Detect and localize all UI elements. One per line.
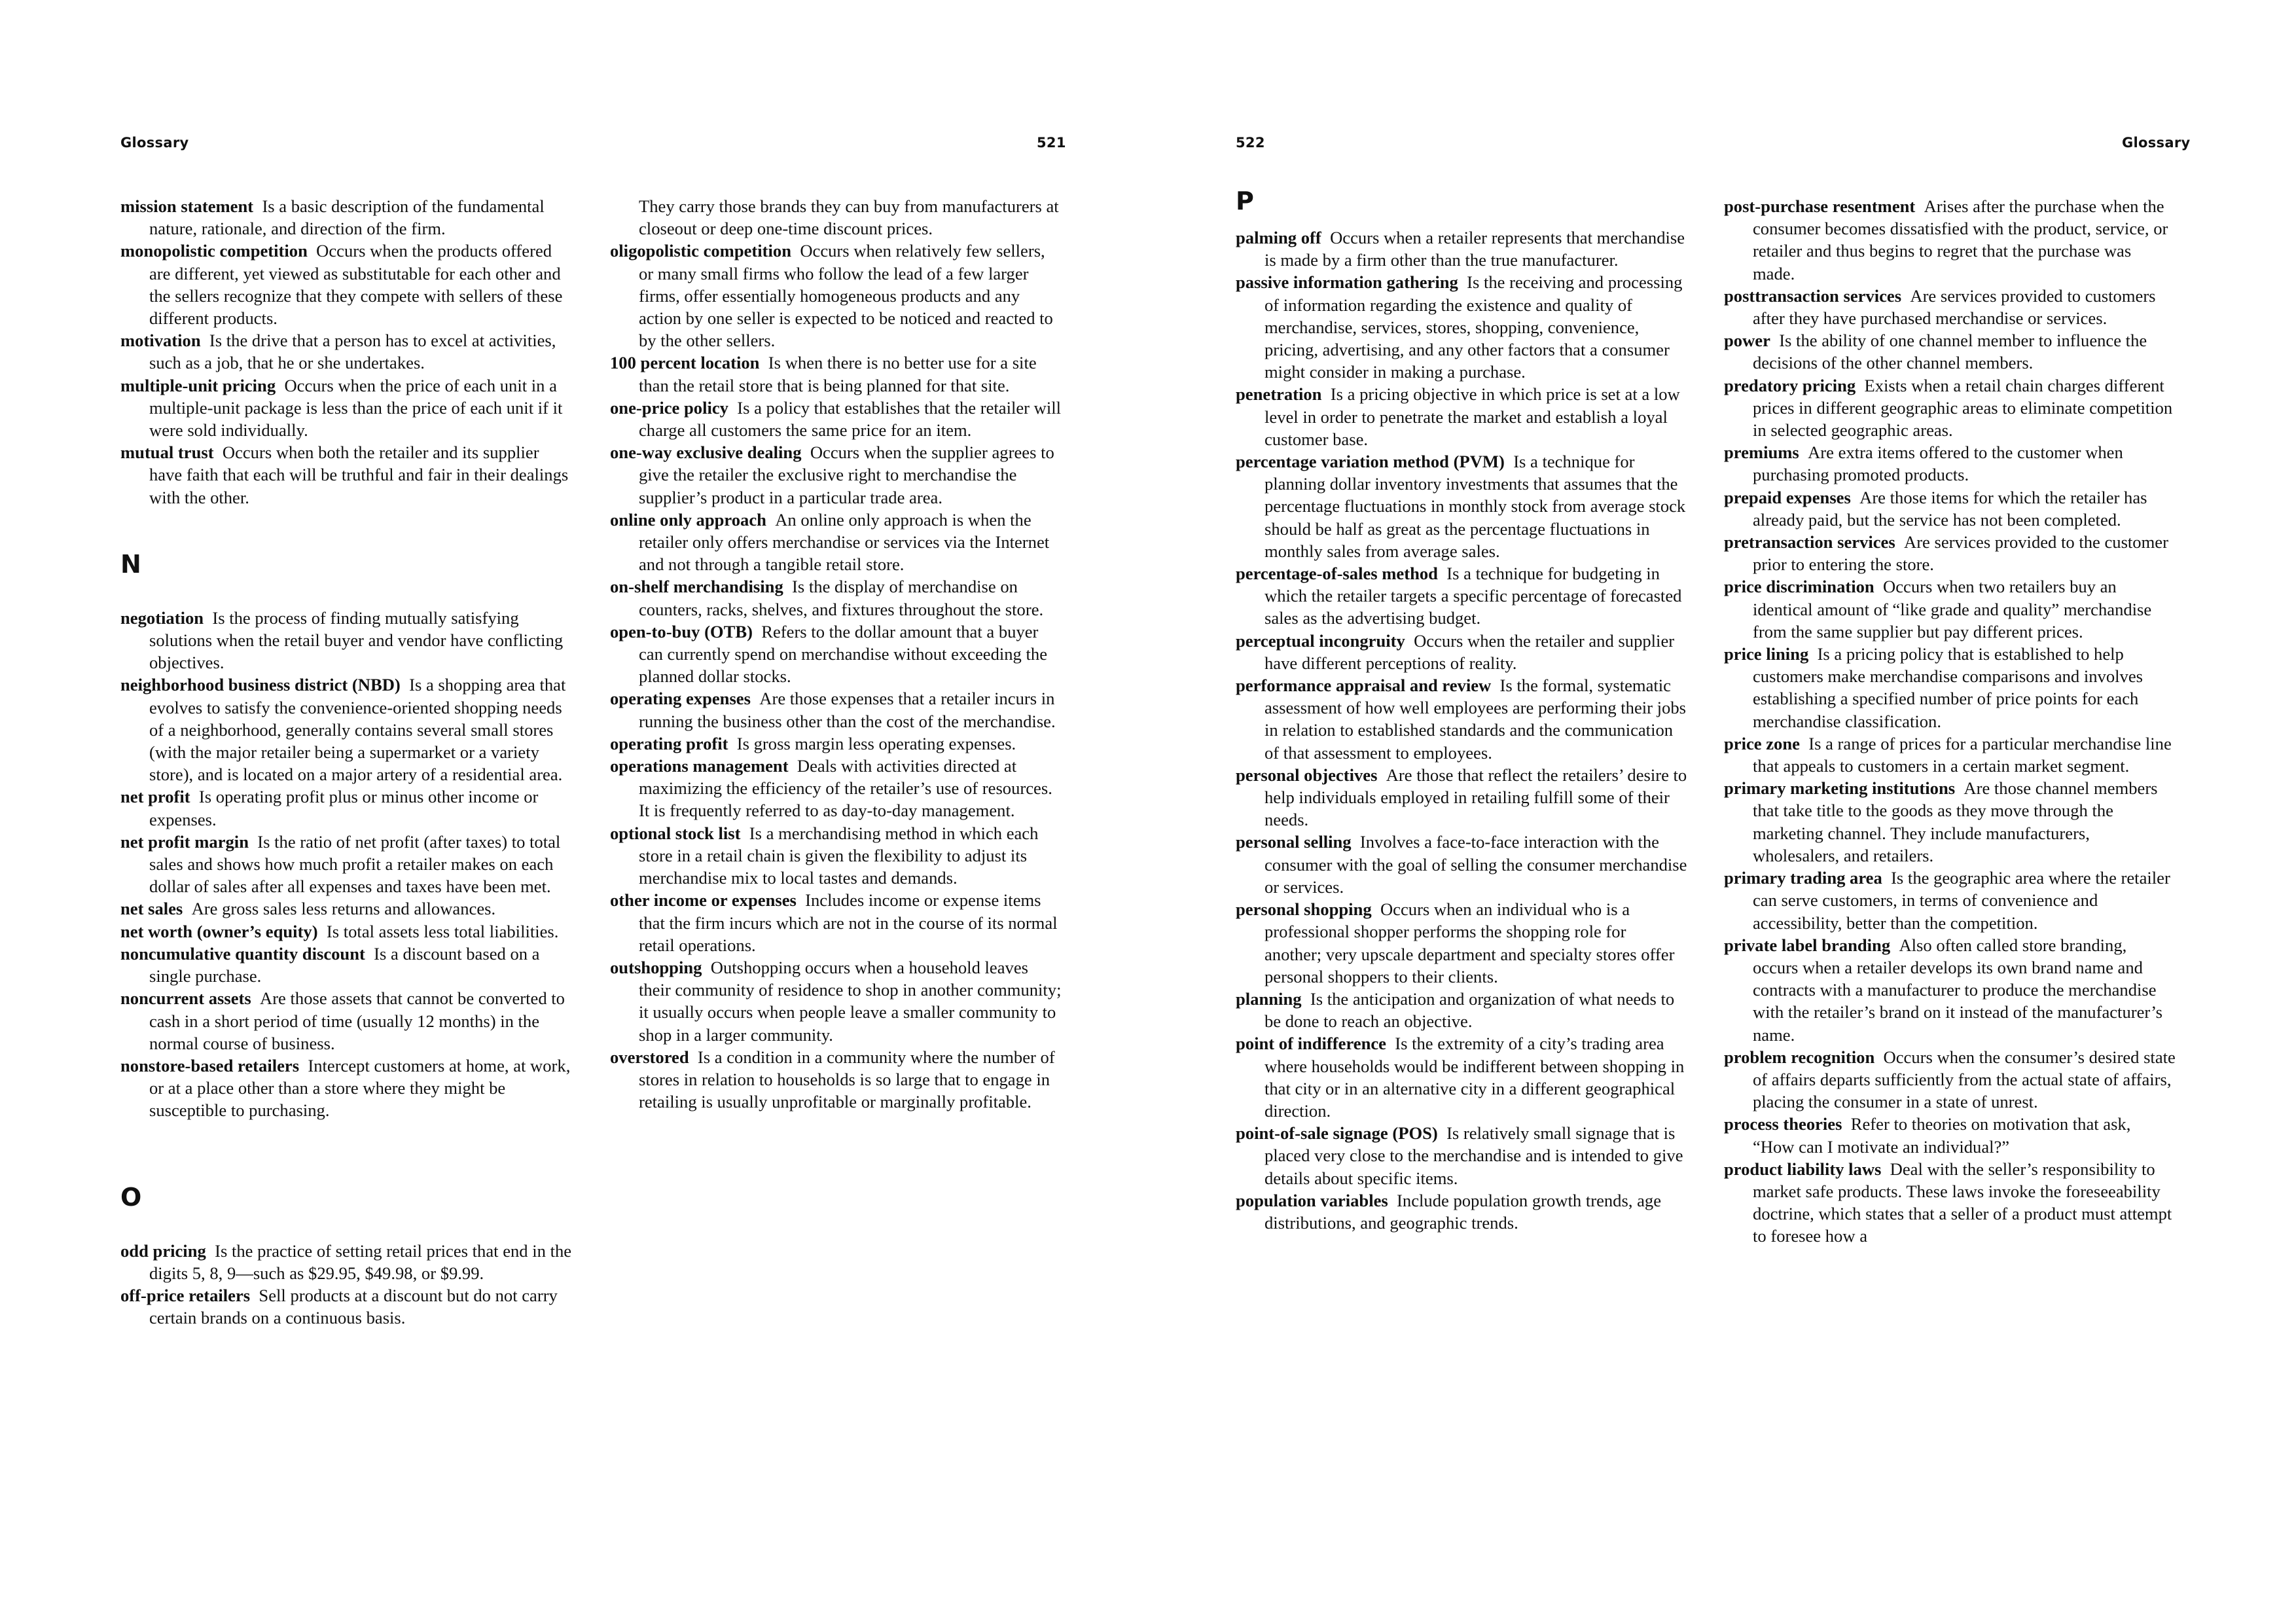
glossary-term: optional stock list [610, 823, 741, 843]
glossary-term: operations management [610, 756, 789, 776]
glossary-term: open-to-buy (OTB) [610, 621, 753, 641]
glossary-entry [1724, 441, 2176, 486]
glossary-term: nonstore-based retailers [120, 1055, 300, 1075]
glossary-term: neighborhood business district (NBD) [120, 675, 401, 695]
glossary-term: multiple-unit pricing [120, 375, 276, 395]
glossary-definition: Refers to the dollar amount that a buyer can currently spend on merchandise without exceeding the planned dollar stocks. [639, 621, 1047, 687]
glossary-entry [610, 509, 1062, 576]
glossary-entry [1236, 630, 1687, 674]
glossary-term: price discrimination [1724, 577, 1874, 597]
glossary-entry [120, 240, 572, 329]
glossary-entry [610, 1046, 1062, 1113]
glossary-entry [1236, 674, 1687, 764]
glossary-definition: Are those expenses that a retailer incurs in running the business other than the cost of the merchandise. [639, 689, 1056, 731]
glossary-entry [1724, 374, 2176, 442]
glossary-term: oligopolistic competition [610, 241, 792, 261]
glossary-term: online only approach [610, 509, 766, 530]
glossary-definition: Deal with the seller’s responsibility to market safe products. These laws invoke the foreseeability doctrine, which states that a seller of a product must attempt to foresee how a [1753, 1159, 2172, 1246]
glossary-entry [610, 889, 1062, 956]
glossary-definition: Occurs when relatively few sellers, or many small firms who follow the lead of a few larger firms, offer essentially homogeneous products and any action by one seller is expected to be noticed and reacted to by the other sellers. [639, 241, 1053, 351]
glossary-term: one-price policy [610, 397, 728, 418]
glossary-entry [1236, 988, 1687, 1032]
glossary-definition: Occurs when the retailer and supplier have different perceptions of reality. [1265, 630, 1675, 673]
glossary-definition: Occurs when the consumer’s desired state of affairs departs sufficiently from the actual state of affairs, placing the consumer in a state of unrest. [1753, 1047, 2176, 1112]
glossary-entry [1724, 531, 2176, 575]
section-heading-n: N [120, 549, 141, 579]
glossary-entry [1724, 732, 2176, 777]
glossary-entry [120, 607, 572, 674]
glossary-entry [120, 1055, 572, 1122]
glossary-entry [120, 1284, 572, 1329]
glossary-entry [1724, 1158, 2176, 1248]
glossary-term: operating expenses [610, 689, 751, 709]
glossary-column-1 [120, 195, 572, 1329]
entries-o [120, 1240, 572, 1329]
glossary-definition: Are those assets that cannot be converted to cash in a short period of time (usually 12 months) in the normal course of business. [149, 988, 565, 1053]
glossary-term: other income or expenses [610, 890, 797, 911]
continued-definition: They carry those brands they can buy from manufacturers at closeout or deep one-time discount prices. [639, 196, 1059, 239]
glossary-term: overstored [610, 1047, 689, 1067]
glossary-definition: Are services provided to customers after they have purchased merchandise or services. [1753, 285, 2156, 329]
glossary-entry [610, 621, 1062, 688]
glossary-definition: Is a discount based on a single purchase. [149, 943, 540, 986]
running-head: Glossary [2122, 135, 2191, 151]
glossary-term: price lining [1724, 644, 1809, 664]
glossary-definition: Is operating profit plus or minus other income or expenses. [149, 787, 539, 829]
glossary-entry [610, 956, 1062, 1046]
glossary-definition: Deals with activities directed at maximizing the efficiency of the retailer’s use of resources. It is frequently referred to as day-to-day management. [639, 756, 1052, 821]
glossary-entry [610, 755, 1062, 822]
glossary-entry [1724, 575, 2176, 643]
glossary-term: planning [1236, 988, 1302, 1009]
glossary-definition: Involves a face-to-face interaction with the consumer with the goal of selling the consumer merchandise or services. [1265, 832, 1687, 897]
glossary-definition: Refer to theories on motivation that ask, “How can I motivate an individual?” [1753, 1114, 2131, 1157]
entries-p-continued [1724, 195, 2176, 1248]
glossary-entry [1236, 898, 1687, 988]
glossary-column-3 [1236, 189, 1687, 1234]
glossary-term: outshopping [610, 957, 702, 977]
glossary-definition: Intercept customers at home, at work, or at a place other than a store where they might be susceptible to purchasing. [149, 1055, 571, 1121]
glossary-entry [120, 897, 572, 920]
glossary-term: off-price retailers [120, 1285, 251, 1305]
glossary-definition: An online only approach is when the retailer only offers merchandise or services via the Internet and not through a tangible retail store. [639, 509, 1050, 575]
glossary-definition: Occurs when two retailers buy an identical amount of “like grade and quality” merchandise from the same supplier but pay different prices. [1753, 577, 2152, 641]
glossary-definition: Is the geographic area where the retailer can serve customers, in terms of convenience and accessibility, better than the competition. [1753, 868, 2170, 933]
glossary-definition: Is gross margin less operating expenses. [736, 733, 1016, 753]
glossary-definition: Is a merchandising method in which each store in a retail chain is given the flexibility to adjust its merchandise mix to local tastes and demands. [639, 823, 1039, 888]
glossary-entry [1236, 1189, 1687, 1234]
glossary-entry [120, 943, 572, 987]
glossary-term: primary trading area [1724, 868, 1882, 888]
glossary-term: odd pricing [120, 1240, 206, 1261]
glossary-definition: Is a shopping area that evolves to satisfy the convenience-oriented shopping needs of a neighborhood, generally contains several small stores (with the major retailer being a supermarket or a variety store), and is located on a major artery of a residential area. [149, 675, 566, 785]
glossary-definition: Is a technique for planning dollar inventory investments that assumes that the percentage fluctuations in monthly stock from average stock should be half as great as the percentage fluctuations in monthly sales from average sales. [1265, 452, 1686, 561]
glossary-entry [1236, 1032, 1687, 1122]
glossary-definition: Is when there is no better use for a site than the retail store that is being planned for that site. [639, 353, 1037, 395]
glossary-term: on-shelf merchandising [610, 577, 783, 597]
glossary-term: negotiation [120, 607, 204, 628]
glossary-entry [1236, 562, 1687, 630]
glossary-entry [610, 822, 1062, 890]
glossary-term: price zone [1724, 733, 1800, 753]
glossary-term: performance appraisal and review [1236, 676, 1492, 696]
glossary-definition: Occurs when a retailer represents that merchandise is made by a firm other than the true manufacturer. [1265, 228, 1685, 270]
glossary-entry [1724, 934, 2176, 1046]
glossary-definition: Also often called store branding, occurs when a retailer develops its own brand name and contracts with a manufacturer to produce the merchandise with the retailer’s brand on it instead of the manufacturer’s name. [1753, 935, 2162, 1045]
glossary-entry [1236, 226, 1687, 271]
glossary-term: product liability laws [1724, 1159, 1882, 1179]
glossary-definition: Includes income or expense items that the firm incurs which are not in the course of its normal retail operations. [639, 890, 1058, 955]
glossary-entry [1724, 1113, 2176, 1157]
glossary-term: passive information gathering [1236, 272, 1458, 293]
glossary-definition: Is the anticipation and organization of what needs to be done to reach an objective. [1265, 988, 1675, 1032]
glossary-entry [1236, 383, 1687, 450]
glossary-term: personal selling [1236, 832, 1352, 852]
glossary-definition: Is the practice of setting retail prices that end in the digits 5, 8, 9—such as $29.95, $49.98, or $9.99. [149, 1240, 572, 1283]
glossary-entry [1724, 1046, 2176, 1113]
glossary-term: motivation [120, 331, 201, 351]
glossary-entry [1724, 486, 2176, 531]
glossary-definition: Is the drive that a person has to excel at activities, such as a job, that he or she undertakes. [149, 331, 556, 373]
glossary-term: pretransaction services [1724, 532, 1895, 552]
glossary-definition: Are those channel members that take title to the goods as they move through the marketing channel. They include manufacturers, wholesalers, and retailers. [1753, 778, 2158, 865]
glossary-entry [1724, 329, 2176, 374]
glossary-term: noncurrent assets [120, 988, 251, 1009]
glossary-entry [1724, 285, 2176, 329]
glossary-term: perceptual incongruity [1236, 630, 1405, 651]
glossary-term: predatory pricing [1724, 375, 1856, 395]
glossary-entry [120, 374, 572, 442]
glossary-definition: Is the ratio of net profit (after taxes) to total sales and shows how much profit a retailer makes on each dollar of sales after all expenses and taxes have been met. [149, 831, 561, 897]
page-number: 521 [1037, 135, 1066, 151]
glossary-term: palming off [1236, 228, 1321, 247]
glossary-entry [1236, 1122, 1687, 1189]
glossary-definition: Is the ability of one channel member to influence the decisions of the other channel members. [1753, 331, 2147, 373]
glossary-term: point-of-sale signage (POS) [1236, 1123, 1438, 1144]
glossary-definition: Is total assets less total liabilities. [326, 921, 559, 941]
glossary-definition: Exists when a retail chain charges different prices in different geographic areas to eliminate competition in selected geographic areas. [1753, 375, 2173, 441]
glossary-entry [610, 732, 1062, 755]
glossary-term: process theories [1724, 1114, 1842, 1134]
glossary-definition: Is a technique for budgeting in which the retailer targets a specific percentage of forecasted sales as the advertising budget. [1265, 564, 1682, 628]
glossary-definition: Include population growth trends, age distributions, and geographic trends. [1265, 1190, 1662, 1233]
right-page [1148, 0, 2296, 1624]
glossary-definition: Is the extremity of a city’s trading area where households would be indifferent between shopping in that city or in an alternative city in a different geographical direction. [1265, 1034, 1685, 1121]
section-heading-o: O [120, 1182, 142, 1212]
glossary-term: problem recognition [1724, 1047, 1875, 1067]
entries-m [120, 195, 572, 509]
glossary-definition: Is a basic description of the fundamental nature, rationale, and direction of the firm. [149, 196, 545, 239]
glossary-definition: Is relatively small signage that is placed very close to the merchandise and is intended to give details about specific items. [1265, 1123, 1683, 1188]
glossary-entry [120, 987, 572, 1055]
glossary-entry [120, 785, 572, 830]
glossary-entry [610, 240, 1062, 352]
glossary-term: personal objectives [1236, 765, 1378, 785]
entries-o-continued [610, 240, 1062, 1113]
entries-n [120, 607, 572, 1122]
page-number: 522 [1236, 135, 1265, 151]
glossary-entry [1236, 450, 1687, 562]
glossary-definition: Are those items for which the retailer has already paid, but the service has not been completed. [1753, 487, 2147, 530]
glossary-entry [120, 831, 572, 898]
glossary-term: one-way exclusive dealing [610, 442, 802, 463]
glossary-term: premiums [1724, 442, 1799, 463]
glossary-term: monopolistic competition [120, 241, 308, 261]
glossary-definition: Is a pricing policy that is established to help customers make merchandise comparisons and involves establishing a specified number of price points for each merchandise classification. [1753, 644, 2143, 731]
glossary-definition: Occurs when the products offered are different, yet viewed as substitutable for each other and the sellers recognize that they compete with sellers of these different products. [149, 241, 563, 329]
glossary-entry [1236, 271, 1687, 383]
glossary-term: net profit [120, 787, 190, 807]
glossary-definition: Occurs when both the retailer and its supplier have faith that each will be truthful and fair in their dealings with the other. [149, 442, 569, 507]
glossary-term: percentage variation method (PVM) [1236, 452, 1505, 472]
glossary-column-4 [1724, 195, 2176, 1248]
glossary-entry [120, 920, 572, 943]
entries-p [1236, 226, 1687, 1234]
glossary-entry [120, 195, 572, 240]
glossary-term: percentage-of-sales method [1236, 564, 1438, 584]
glossary-entry [1724, 867, 2176, 934]
glossary-definition: Is a pricing objective in which price is set at a low level in order to penetrate the market and establish a loyal customer base. [1265, 384, 1680, 449]
glossary-term: primary marketing institutions [1724, 778, 1956, 799]
glossary-entry [120, 674, 572, 785]
glossary-term: post-purchase resentment [1724, 196, 1916, 216]
glossary-term: private label branding [1724, 935, 1891, 955]
glossary-definition: Arises after the purchase when the consumer becomes dissatisfied with the product, service, or retailer and thus begins to regret that the purchase was made. [1753, 196, 2168, 283]
glossary-term: operating profit [610, 733, 728, 753]
glossary-column-2 [610, 195, 1062, 1113]
glossary-term: 100 percent location [610, 353, 760, 373]
running-head: Glossary [120, 135, 189, 151]
glossary-entry [1724, 643, 2176, 732]
glossary-term: net worth (owner’s equity) [120, 921, 318, 941]
glossary-term: power [1724, 331, 1770, 351]
glossary-definition: Is the process of finding mutually satisfying solutions when the retail buyer and vendor have conflicting objectives. [149, 607, 564, 673]
glossary-term: population variables [1236, 1190, 1388, 1210]
glossary-entry [120, 1240, 572, 1284]
glossary-term: mutual trust [120, 442, 214, 463]
glossary-definition: Is the formal, systematic assessment of how well employees are performing their jobs in relation to established standards and the communication of that assessment to employees. [1265, 676, 1686, 763]
glossary-definition: Occurs when the supplier agrees to give the retailer the exclusive right to merchandise the supplier’s product in a particular trade area. [639, 442, 1054, 507]
glossary-definition: Is a range of prices for a particular merchandise line that appeals to customers in a certain market segment. [1753, 733, 2172, 776]
glossary-definition: Is the display of merchandise on counters, racks, shelves, and fixtures throughout the store. [639, 577, 1044, 619]
glossary-entry [610, 441, 1062, 509]
glossary-entry [610, 352, 1062, 396]
glossary-definition: Are those that reflect the retailers’ desire to help individuals employed in retailing fulfill some of their needs. [1265, 765, 1687, 830]
glossary-term: personal shopping [1236, 899, 1372, 920]
glossary-entry [1724, 195, 2176, 285]
glossary-term: penetration [1236, 384, 1322, 405]
glossary-term: posttransaction services [1724, 285, 1902, 306]
glossary-entry [1724, 777, 2176, 867]
glossary-definition: Is a condition in a community where the number of stores in relation to households is so large that to engage in retailing is usually unprofitable or marginally profitable. [639, 1047, 1055, 1112]
glossary-definition: Occurs when an individual who is a professional shopper performs the shopping role for another; very upscale department and specialty stores offer personal shoppers to their clients. [1265, 899, 1675, 986]
glossary-term: point of indifference [1236, 1034, 1386, 1054]
glossary-definition: Sell products at a discount but do not carry certain brands on a continuous basis. [149, 1285, 558, 1328]
glossary-definition: Is the receiving and processing of information regarding the existence and quality of merchandise, services, stores, shopping, convenience, pricing, advertising, and any other factors that a consumer might consider in making a purchase. [1265, 272, 1683, 382]
glossary-entry [120, 441, 572, 509]
glossary-definition: Are gross sales less returns and allowances. [191, 899, 496, 919]
glossary-entry [610, 575, 1062, 620]
glossary-term: net profit margin [120, 831, 249, 852]
glossary-definition: Are extra items offered to the customer when purchasing promoted products. [1753, 442, 2123, 485]
glossary-entry [610, 397, 1062, 441]
glossary-term: prepaid expenses [1724, 487, 1851, 507]
glossary-entry [1236, 831, 1687, 898]
glossary-entry [120, 329, 572, 374]
section-heading-p: P [1236, 187, 1254, 215]
glossary-entry [1236, 764, 1687, 831]
glossary-definition: Is a policy that establishes that the retailer will charge all customers the same price for an item. [639, 397, 1062, 441]
glossary-definition: Are services provided to the customer prior to entering the store. [1753, 532, 2168, 575]
glossary-definition: Outshopping occurs when a household leaves their community of residence to shop in another community; it usually occurs when people leave a smaller community to shop in a larger community. [639, 957, 1062, 1045]
glossary-term: noncumulative quantity discount [120, 943, 365, 964]
glossary-term: mission statement [120, 196, 254, 216]
glossary-entry [610, 687, 1062, 732]
glossary-term: net sales [120, 899, 183, 919]
glossary-definition: Occurs when the price of each unit in a multiple-unit package is less than the price of each unit if it were sold individually. [149, 375, 563, 441]
